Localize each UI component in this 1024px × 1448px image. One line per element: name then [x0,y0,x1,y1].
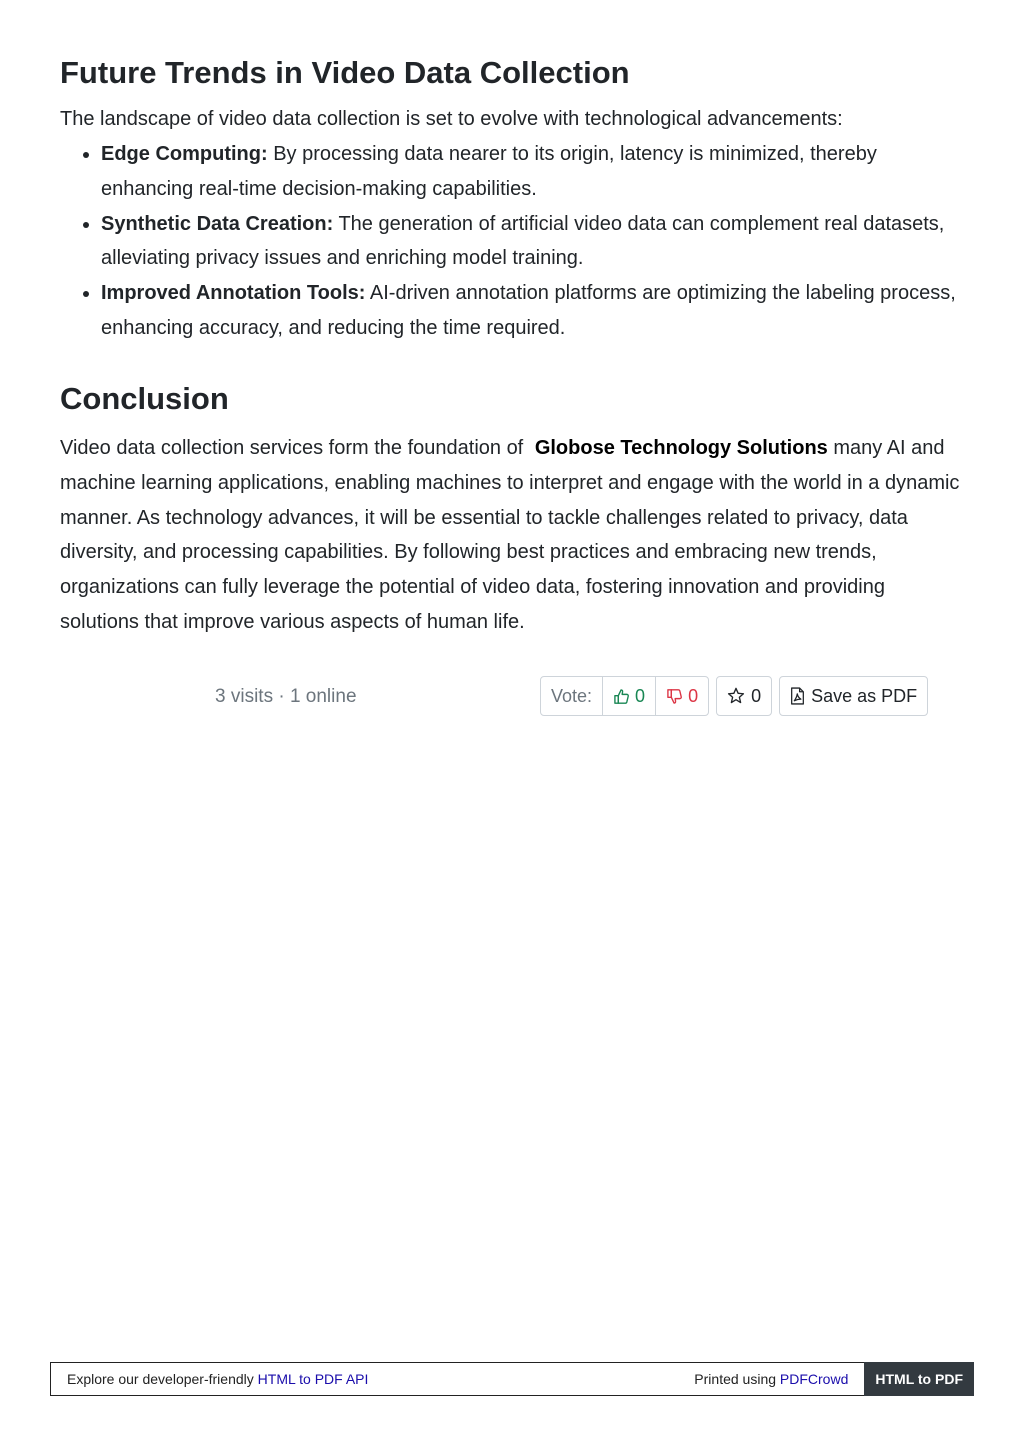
file-pdf-icon [790,687,805,705]
trends-list [60,137,960,346]
save-pdf-label: Save as PDF [811,685,918,706]
upvote-count: 0 [635,685,646,706]
vote-group [540,676,709,716]
footer-right [694,1371,864,1387]
list-item [101,207,960,277]
conclusion-text-after: many AI and machine learning applications, enabling machines to interpret and engage with the world in a dynamic manner. As technology advances, it will be essential to tackle challenges related to privacy, data diversity, and processing capabilities. By following best practices and embracing new trends, organizations can fully leverage the potential of video data, fostering innovation and providing solutions that improve various aspects of human life. [60,436,960,633]
conclusion-text-before: Video data collection services form the foundation of [60,436,524,459]
pdfcrowd-footer [50,1362,974,1396]
list-item [101,276,960,346]
conclusion-heading: Conclusion [60,380,229,416]
footer-printed-text: Printed using [694,1371,777,1387]
article-content [60,48,960,640]
thumbs-down-icon [666,688,688,705]
save-as-pdf-button[interactable] [779,676,928,716]
downvote-count: 0 [688,685,699,706]
action-bar [540,676,928,716]
trend-title: Improved Annotation Tools: [101,282,366,305]
html-to-pdf-api-link[interactable]: HTML to PDF API [257,1371,369,1387]
trend-title: Edge Computing: [101,142,268,165]
upvote-button[interactable] [602,677,655,715]
star-icon [727,687,745,705]
visit-stats: 3 visits · 1 online [215,686,357,707]
conclusion-paragraph [60,431,960,640]
html-to-pdf-badge[interactable]: HTML to PDF [864,1362,974,1396]
vote-label: Vote: [551,685,593,706]
future-trends-intro: The landscape of video data collection is set to evolve with technological advancements: [60,108,843,131]
trend-text: AI-driven annotation platforms are optimizing the labeling process, enhancing accuracy, and reducing the time required. [101,282,956,339]
pdfcrowd-link[interactable]: PDFCrowd [779,1371,849,1387]
star-button[interactable] [716,676,772,716]
list-item [101,137,960,207]
trend-title: Synthetic Data Creation: [101,212,334,235]
future-trends-heading: Future Trends in Video Data Collection [60,55,630,90]
star-count: 0 [751,685,762,706]
trend-text: By processing data nearer to its origin, latency is minimized, thereby enhancing real-time decision-making capabilities. [101,142,877,200]
footer-explore-text: Explore our developer-friendly [67,1371,254,1387]
downvote-button[interactable] [655,677,708,715]
globose-link[interactable]: Globose Technology Solutions [534,436,828,459]
footer-left [51,1371,694,1387]
thumbs-up-icon [613,688,635,705]
trend-text: The generation of artificial video data can complement real datasets, alleviating privacy issues and enriching model training. [101,212,945,270]
